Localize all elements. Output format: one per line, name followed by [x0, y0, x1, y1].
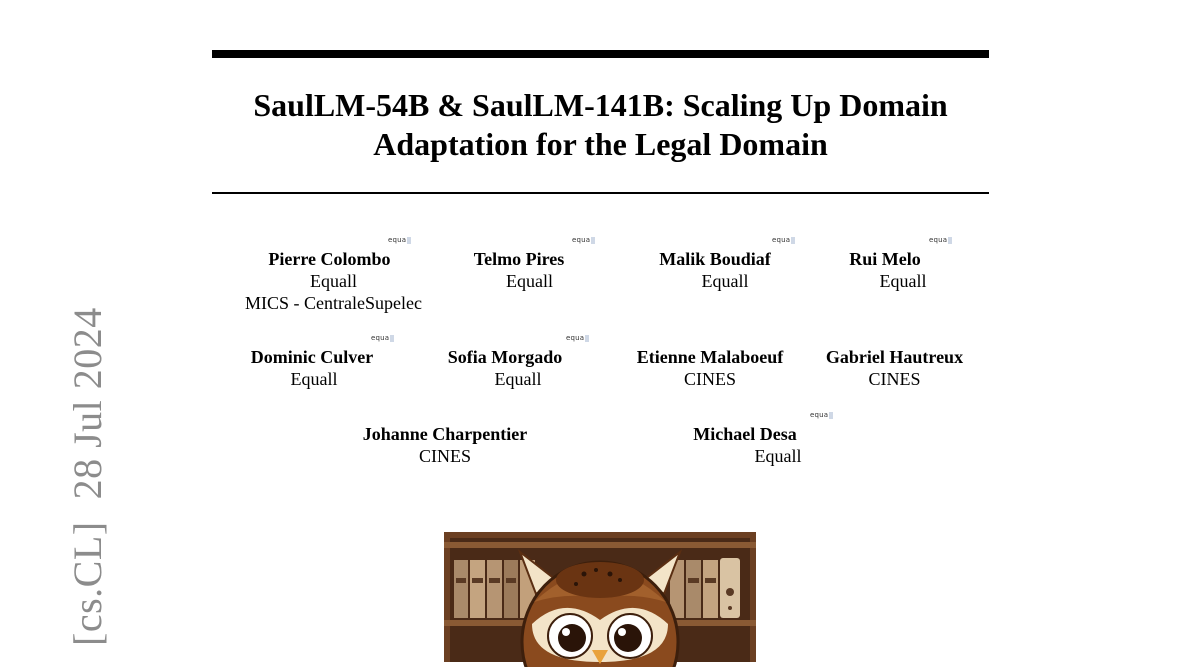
author-rui-melo: [836, 248, 970, 292]
author-dominic-culver: [222, 346, 412, 390]
author-affiliation: MICS - CentraleSupelec: [245, 293, 422, 313]
author-telmo-pires: [460, 248, 605, 292]
author-name: Michael Desa: [693, 424, 797, 444]
owl-bookshelf-illustration: [444, 532, 756, 662]
books-right: [670, 558, 740, 618]
author-gabriel-hautreux: [806, 346, 983, 390]
title-top-rule: [212, 50, 989, 58]
author-affiliation: Equall: [310, 271, 357, 291]
author-pierre-colombo: [236, 248, 431, 314]
arxiv-category: [cs.CL]: [65, 521, 110, 646]
title-bottom-rule: [212, 192, 989, 194]
author-affiliation: Equall: [754, 446, 802, 466]
author-etienne-malaboeuf: [620, 346, 800, 390]
author-johanne-charpentier: [345, 423, 545, 467]
author-malik-boudiaf: [640, 248, 810, 292]
equall-logo-icon: equa: [566, 334, 592, 343]
equall-logo-icon: equa: [388, 236, 414, 245]
author-name: Telmo Pires: [473, 249, 565, 269]
author-sofia-morgado: [428, 346, 608, 390]
author-name: Johanne Charpentier: [362, 424, 528, 444]
author-name: Etienne Malaboeuf: [636, 347, 784, 367]
author-affiliation: CINES: [683, 369, 736, 389]
author-name: Gabriel Hautreux: [825, 347, 964, 367]
author-name: Dominic Culver: [250, 347, 374, 367]
books-left: [454, 560, 535, 618]
author-affiliation: Equall: [290, 369, 338, 389]
author-name: Malik Boudiaf: [659, 249, 771, 269]
author-affiliation: Equall: [494, 369, 542, 389]
equall-logo-icon: equa: [572, 236, 598, 245]
author-affiliation: Equall: [506, 271, 553, 291]
equall-logo-icon: equa: [810, 411, 836, 420]
equall-logo-icon: equa: [929, 236, 955, 245]
author-affiliation: CINES: [418, 446, 471, 466]
owl-mascot-figure: [444, 532, 756, 662]
author-name: Pierre Colombo: [268, 249, 391, 269]
author-name: Sofia Morgado: [447, 347, 563, 367]
equall-logo-icon: equa: [772, 236, 798, 245]
equall-logo-icon: equa: [371, 334, 397, 343]
shelf-board: [444, 542, 756, 548]
author-affiliation: Equall: [701, 271, 749, 291]
author-affiliation: Equall: [879, 271, 927, 291]
paper-title: [212, 86, 989, 164]
author-michael-desa: [676, 423, 866, 467]
author-name: Rui Melo: [849, 249, 921, 269]
arxiv-stamp: [28, 307, 110, 648]
arxiv-date: 28 Jul 2024: [65, 307, 110, 500]
paper-title-line-1: SaulLM-54B & SaulLM-141B: Scaling Up Domain: [253, 87, 948, 123]
paper-title-line-2: Adaptation for the Legal Domain: [373, 126, 828, 162]
author-affiliation: CINES: [868, 369, 921, 389]
